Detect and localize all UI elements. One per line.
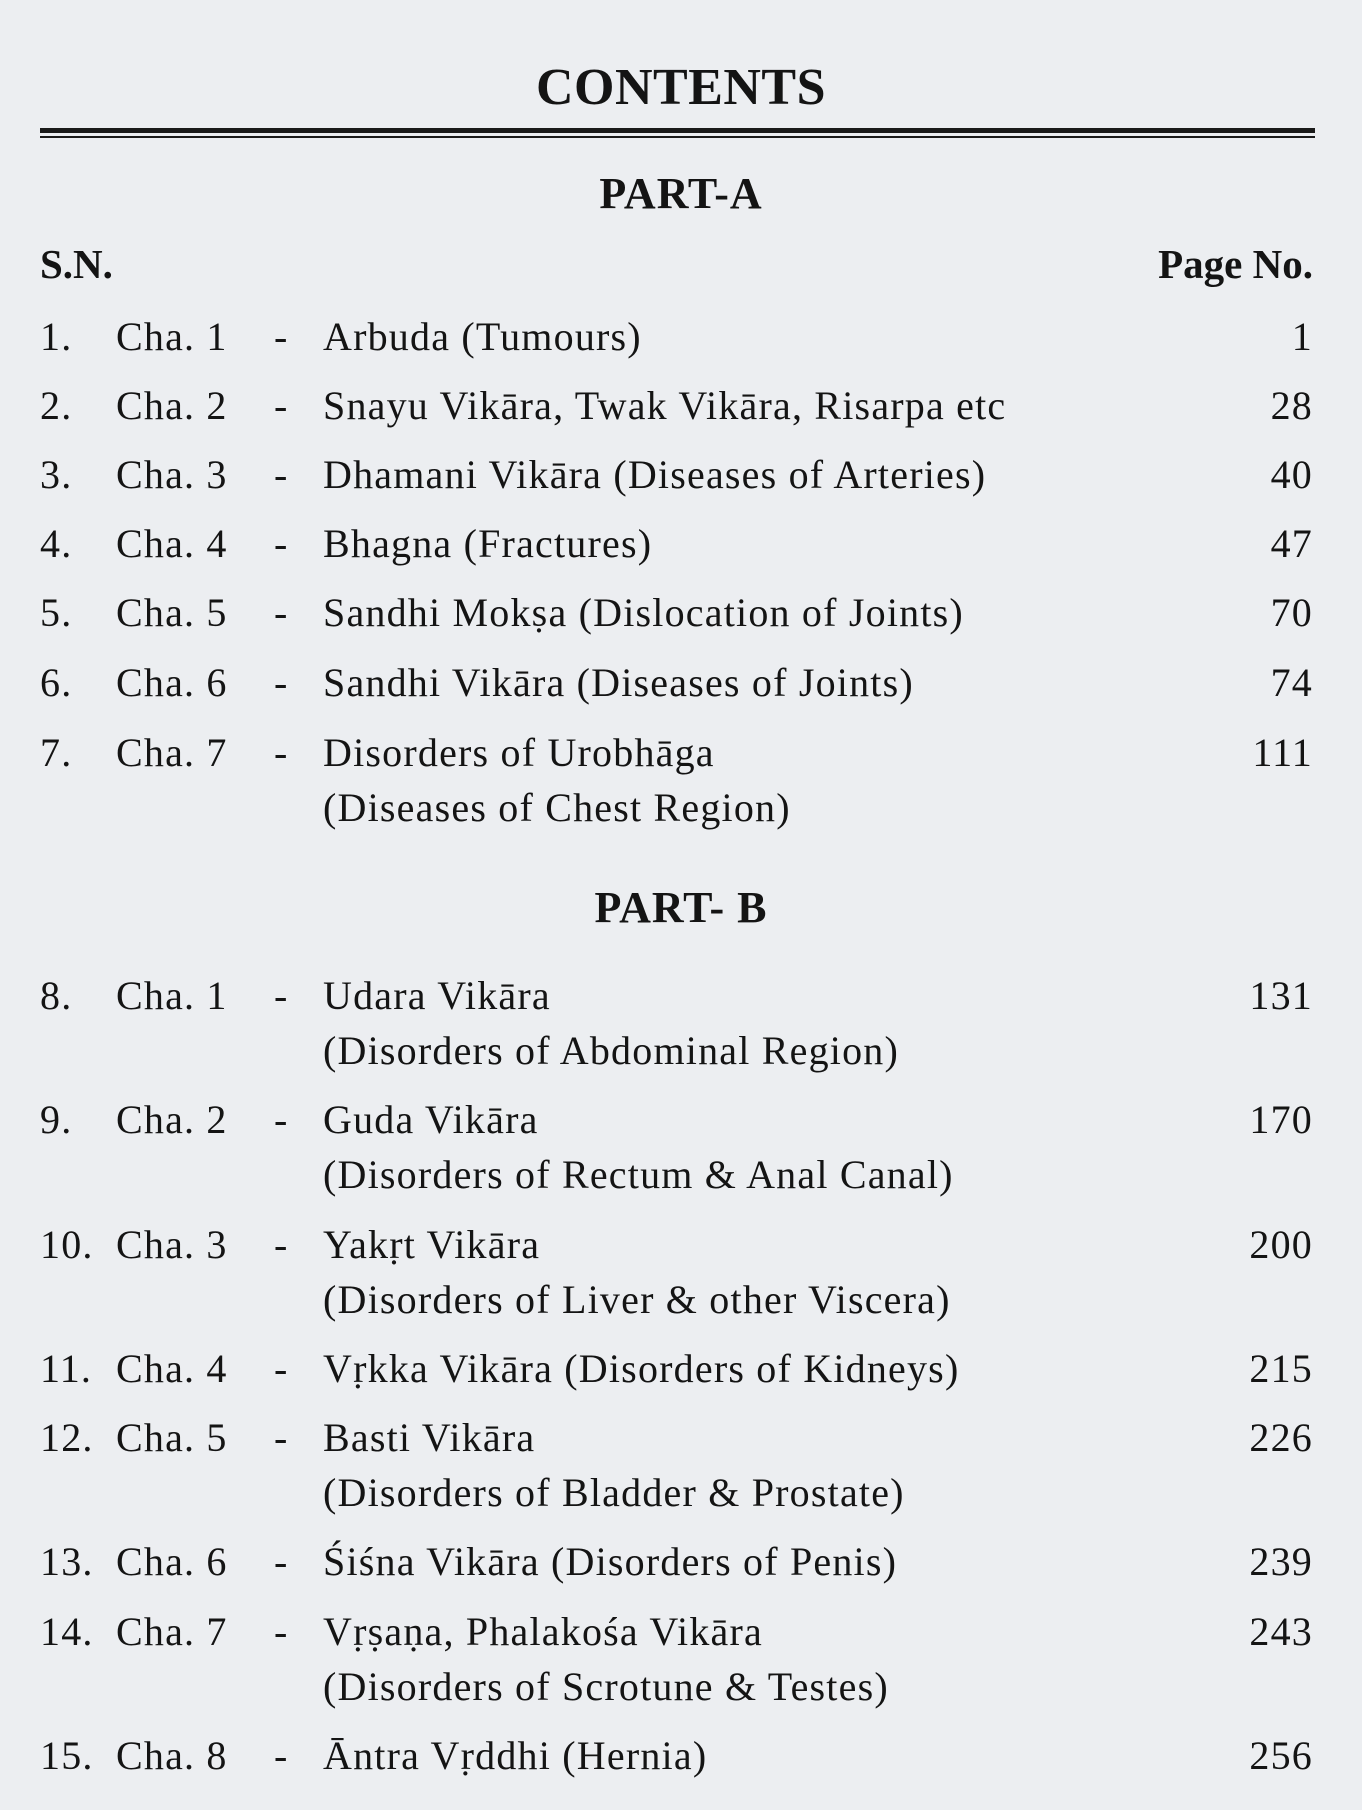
entry-title: Guda Vikāra bbox=[323, 1097, 539, 1142]
entry-serial: 5. bbox=[40, 590, 73, 635]
entry-title: Sandhi Vikāra (Diseases of Joints) bbox=[323, 660, 914, 705]
part-b-heading: PART- B bbox=[594, 883, 768, 932]
entry-title: Disorders of Urobhāga bbox=[323, 730, 715, 775]
entry-page: 131 bbox=[1249, 973, 1313, 1018]
entry-dash: - bbox=[274, 973, 289, 1018]
entry-title: Snayu Vikāra, Twak Vikāra, Risarpa etc bbox=[323, 383, 1007, 428]
entry-serial: 7. bbox=[40, 730, 73, 775]
entry-subtitle: (Disorders of Rectum & Anal Canal) bbox=[323, 1152, 954, 1197]
entry-dash: - bbox=[274, 452, 289, 497]
entry-title: Vṛkka Vikāra (Disorders of Kidneys) bbox=[323, 1346, 960, 1391]
entry-subtitle: (Disorders of Bladder & Prostate) bbox=[323, 1470, 905, 1515]
entry-dash: - bbox=[274, 590, 289, 635]
entry-chapter: Cha. 5 bbox=[116, 1415, 228, 1460]
entry-dash: - bbox=[274, 1222, 289, 1267]
entry-chapter: Cha. 2 bbox=[116, 1097, 228, 1142]
entry-chapter: Cha. 3 bbox=[116, 452, 228, 497]
entry-chapter: Cha. 8 bbox=[116, 1733, 228, 1778]
entry-serial: 6. bbox=[40, 660, 73, 705]
entry-serial: 12. bbox=[40, 1415, 94, 1460]
page-no-column-header: Page No. bbox=[1158, 241, 1313, 287]
entry-dash: - bbox=[274, 730, 289, 775]
entry-title: Sandhi Mokṣa (Dislocation of Joints) bbox=[323, 590, 964, 635]
entry-serial: 11. bbox=[40, 1346, 93, 1391]
entry-dash: - bbox=[274, 1346, 289, 1391]
entry-serial: 14. bbox=[40, 1609, 94, 1654]
entry-subtitle: (Disorders of Abdominal Region) bbox=[323, 1028, 900, 1073]
entry-dash: - bbox=[274, 1415, 289, 1460]
entry-serial: 3. bbox=[40, 452, 73, 497]
entry-chapter: Cha. 5 bbox=[116, 590, 228, 635]
entry-dash: - bbox=[274, 1609, 289, 1654]
entry-page: 47 bbox=[1270, 521, 1313, 566]
entry-chapter: Cha. 3 bbox=[116, 1222, 228, 1267]
entry-chapter: Cha. 1 bbox=[116, 314, 228, 359]
entry-title: Āntra Vṛddhi (Hernia) bbox=[323, 1733, 708, 1778]
entry-serial: 2. bbox=[40, 383, 73, 428]
entry-dash: - bbox=[274, 1733, 289, 1778]
entry-subtitle: (Diseases of Chest Region) bbox=[323, 785, 791, 830]
entry-page: 40 bbox=[1270, 452, 1313, 497]
entry-chapter: Cha. 1 bbox=[116, 973, 228, 1018]
entry-page: 215 bbox=[1249, 1346, 1313, 1391]
entry-title: Śiśna Vikāra (Disorders of Penis) bbox=[323, 1539, 898, 1584]
entry-dash: - bbox=[274, 521, 289, 566]
entry-title: Arbuda (Tumours) bbox=[323, 314, 642, 359]
entry-title: Udara Vikāra bbox=[323, 973, 551, 1018]
entry-page: 70 bbox=[1270, 590, 1313, 635]
entry-serial: 13. bbox=[40, 1539, 94, 1584]
entry-page: 239 bbox=[1249, 1539, 1313, 1584]
entry-serial: 10. bbox=[40, 1222, 94, 1267]
entry-serial: 4. bbox=[40, 521, 73, 566]
entry-subtitle: (Disorders of Scrotune & Testes) bbox=[323, 1664, 889, 1709]
entry-chapter: Cha. 6 bbox=[116, 1539, 228, 1584]
entry-dash: - bbox=[274, 660, 289, 705]
entry-serial: 1. bbox=[40, 314, 73, 359]
entry-dash: - bbox=[274, 314, 289, 359]
entry-serial: 15. bbox=[40, 1733, 94, 1778]
entry-title: Basti Vikāra bbox=[323, 1415, 536, 1460]
title-rule-thick bbox=[40, 128, 1315, 133]
entry-page: 243 bbox=[1249, 1609, 1313, 1654]
entry-chapter: Cha. 4 bbox=[116, 521, 228, 566]
entry-page: 111 bbox=[1252, 730, 1313, 775]
entry-chapter: Cha. 7 bbox=[116, 730, 228, 775]
entry-chapter: Cha. 7 bbox=[116, 1609, 228, 1654]
entry-subtitle: (Disorders of Liver & other Viscera) bbox=[323, 1277, 951, 1322]
entry-serial: 9. bbox=[40, 1097, 73, 1142]
entry-title: Yakṛt Vikāra bbox=[323, 1222, 541, 1267]
entry-title: Dhamani Vikāra (Diseases of Arteries) bbox=[323, 452, 987, 497]
entry-chapter: Cha. 6 bbox=[116, 660, 228, 705]
entry-chapter: Cha. 4 bbox=[116, 1346, 228, 1391]
entry-page: 1 bbox=[1291, 314, 1313, 359]
title-rule-thin bbox=[40, 136, 1315, 138]
entry-page: 74 bbox=[1270, 660, 1313, 705]
entry-dash: - bbox=[274, 383, 289, 428]
entry-page: 28 bbox=[1270, 383, 1313, 428]
entry-dash: - bbox=[274, 1539, 289, 1584]
entry-page: 226 bbox=[1249, 1415, 1313, 1460]
page-title: CONTENTS bbox=[535, 59, 827, 116]
entry-title: Vṛṣaṇa, Phalakośa Vikāra bbox=[323, 1609, 763, 1654]
entry-page: 200 bbox=[1249, 1222, 1313, 1267]
entry-dash: - bbox=[274, 1097, 289, 1142]
entry-chapter: Cha. 2 bbox=[116, 383, 228, 428]
entry-title: Bhagna (Fractures) bbox=[323, 521, 653, 566]
sn-column-header: S.N. bbox=[40, 241, 113, 287]
entry-page: 170 bbox=[1249, 1097, 1313, 1142]
entry-serial: 8. bbox=[40, 973, 73, 1018]
entry-page: 256 bbox=[1249, 1733, 1313, 1778]
part-a-heading: PART-A bbox=[599, 169, 763, 218]
